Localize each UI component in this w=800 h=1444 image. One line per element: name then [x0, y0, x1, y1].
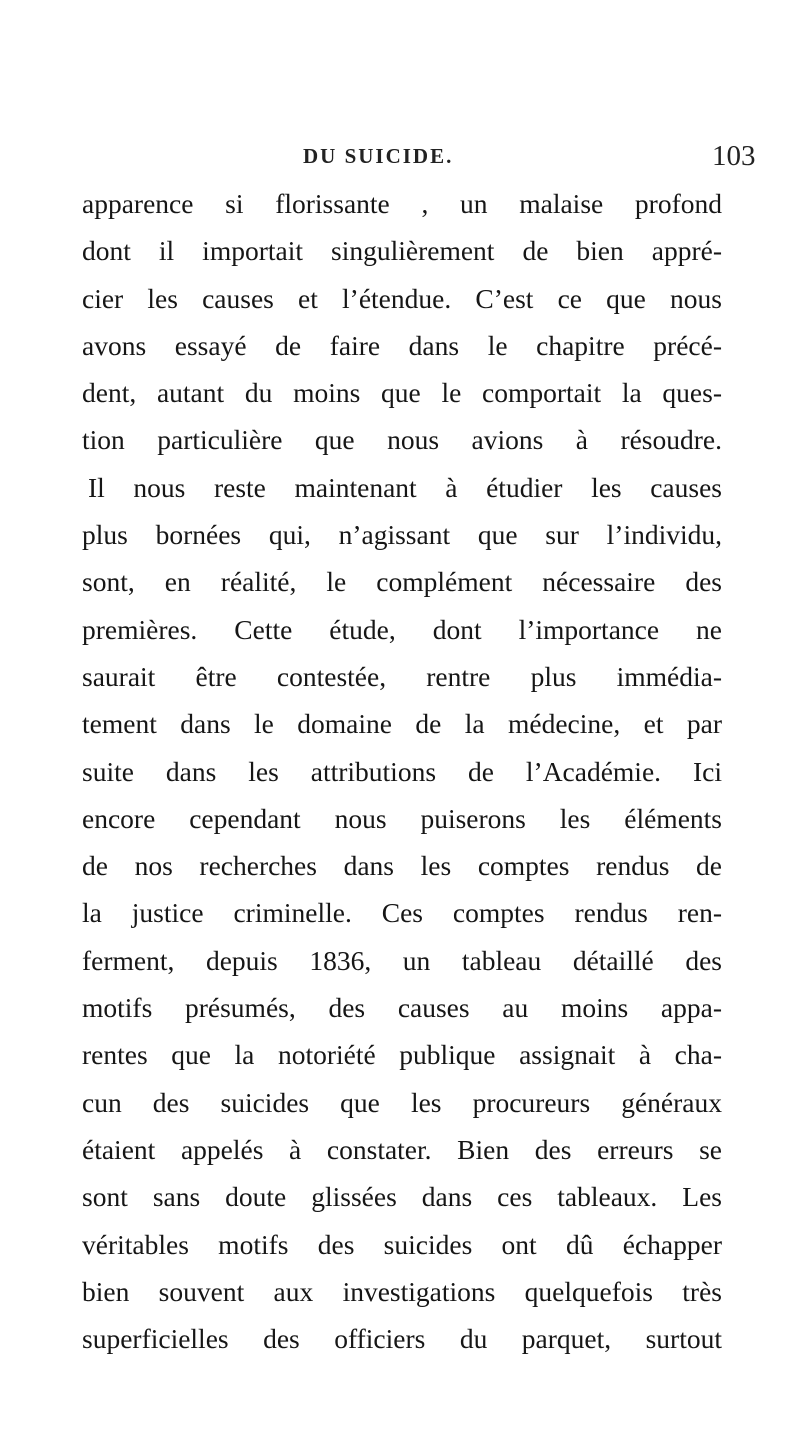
text-line: sont, en réalité, le complément nécessaire des	[82, 566, 722, 598]
text-line: superficielles des officiers du parquet, surtout	[82, 1323, 722, 1355]
text-line: motifs présumés, des causes au moins appa-	[82, 992, 722, 1024]
page-number: 103	[712, 140, 756, 172]
text-line: apparence si florissante , un malaise profond	[82, 188, 722, 219]
body-text	[82, 180, 722, 1362]
text-line: véritables motifs des suicides ont dû échapper	[82, 1228, 722, 1260]
text-line: rentes que la notoriété publique assignait à cha-	[82, 1039, 722, 1071]
text-line: Il nous reste maintenant à étudier les causes	[88, 471, 722, 503]
text-line: tion particulière que nous avions à résoudre.	[82, 424, 722, 456]
text-line: sont sans doute glissées dans ces tableaux. Les	[82, 1181, 722, 1213]
text-line: de nos recherches dans les comptes rendus de	[82, 850, 722, 882]
text-line: ferment, depuis 1836, un tableau détaillé des	[82, 944, 722, 976]
text-line: tement dans le domaine de la médecine, et par	[82, 708, 722, 740]
text-line: cier les causes et l’étendue. C’est ce que nous	[82, 282, 722, 314]
text-line: avons essayé de faire dans le chapitre précé-	[82, 329, 722, 361]
text-line: étaient appelés à constater. Bien des erreurs se	[82, 1133, 722, 1165]
text-line: la justice criminelle. Ces comptes rendus ren-	[82, 897, 722, 929]
text-line: saurait être contestée, rentre plus immédia-	[82, 660, 722, 692]
text-line: dont il importait singulièrement de bien appré-	[82, 235, 722, 267]
text-line: cun des suicides que les procureurs généraux	[82, 1086, 722, 1118]
text-line: encore cependant nous puiserons les éléments	[82, 802, 722, 834]
text-line: plus bornées qui, n’agissant que sur l’individu,	[82, 519, 722, 551]
text-line: bien souvent aux investigations quelquefois très	[82, 1275, 722, 1307]
text-line: dent, autant du moins que le comportait la ques-	[82, 377, 722, 409]
text-line: suite dans les attributions de l’Académie. Ici	[82, 755, 722, 787]
running-head: DU SUICIDE.	[303, 144, 454, 168]
text-line: premières. Cette étude, dont l’importance ne	[82, 613, 722, 645]
